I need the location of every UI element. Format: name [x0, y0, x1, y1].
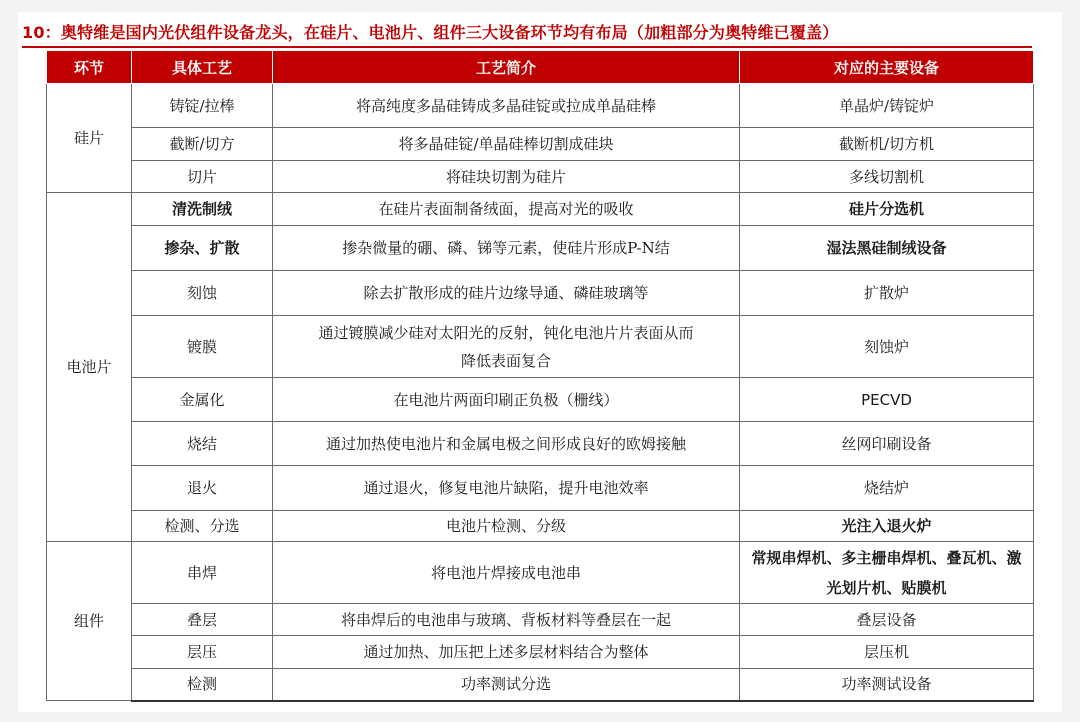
process-cell: 刻蚀 — [132, 271, 273, 316]
table-row — [47, 161, 1034, 193]
table-row — [47, 193, 1034, 226]
intro-cell: 通过镀膜减少硅对太阳光的反射，钝化电池片片表面从而降低表面复合 — [273, 316, 740, 378]
table-row — [47, 542, 1034, 604]
table-row — [47, 271, 1034, 316]
process-cell: 退火 — [132, 466, 273, 511]
table-row — [47, 422, 1034, 466]
equipment-cell: 多线切割机 — [740, 161, 1034, 193]
process-cell: 掺杂、扩散 — [132, 226, 273, 271]
equipment-cell: 光注入退火炉 — [740, 511, 1034, 542]
equipment-cell: 丝网印刷设备 — [740, 422, 1034, 466]
process-cell: 镀膜 — [132, 316, 273, 378]
intro-cell: 除去扩散形成的硅片边缘导通、磷硅玻璃等 — [273, 271, 740, 316]
process-equipment-table — [46, 50, 1034, 702]
intro-cell: 将高纯度多晶硅铸成多晶硅锭或拉成单晶硅棒 — [273, 84, 740, 128]
table-row — [47, 636, 1034, 669]
table-row — [47, 604, 1034, 636]
equipment-cell: 刻蚀炉 — [740, 316, 1034, 378]
table-row — [47, 669, 1034, 701]
process-cell: 烧结 — [132, 422, 273, 466]
title-rule — [22, 46, 1032, 48]
process-cell: 叠层 — [132, 604, 273, 636]
process-cell: 金属化 — [132, 378, 273, 422]
equipment-cell: 截断机/切方机 — [740, 128, 1034, 161]
table-row — [47, 84, 1034, 128]
intro-cell: 将电池片焊接成电池串 — [273, 542, 740, 604]
stage-wafer: 硅片 — [47, 84, 132, 193]
intro-cell: 将串焊后的电池串与玻璃、背板材料等叠层在一起 — [273, 604, 740, 636]
intro-cell: 通过加热使电池片和金属电极之间形成良好的欧姆接触 — [273, 422, 740, 466]
table-row — [47, 128, 1034, 161]
table-row — [47, 226, 1034, 271]
figure-title: 10：奥特维是国内光伏组件设备龙头，在硅片、电池片、组件三大设备环节均有布局（加粗部分为奥特维已覆盖） — [22, 23, 839, 42]
table-row — [47, 378, 1034, 422]
intro-cell: 电池片检测、分级 — [273, 511, 740, 542]
process-cell: 截断/切方 — [132, 128, 273, 161]
equipment-cell: 湿法黑硅制绒设备 — [740, 226, 1034, 271]
process-cell: 检测、分选 — [132, 511, 273, 542]
process-cell: 铸锭/拉棒 — [132, 84, 273, 128]
intro-cell: 通过退火，修复电池片缺陷，提升电池效率 — [273, 466, 740, 511]
equipment-cell: 单晶炉/铸锭炉 — [740, 84, 1034, 128]
table-row — [47, 316, 1034, 378]
equipment-cell: 烧结炉 — [740, 466, 1034, 511]
intro-cell: 在硅片表面制备绒面，提高对光的吸收 — [273, 193, 740, 226]
table-row — [47, 511, 1034, 542]
process-cell: 清洗制绒 — [132, 193, 273, 226]
header-process: 具体工艺 — [132, 51, 273, 84]
table-row — [47, 466, 1034, 511]
equipment-cell: 硅片分选机 — [740, 193, 1034, 226]
intro-cell: 将多晶硅锭/单晶硅棒切割成硅块 — [273, 128, 740, 161]
stage-module: 组件 — [47, 542, 132, 701]
equipment-cell: PECVD — [740, 378, 1034, 422]
intro-cell: 通过加热、加压把上述多层材料结合为整体 — [273, 636, 740, 669]
process-cell: 串焊 — [132, 542, 273, 604]
process-cell: 切片 — [132, 161, 273, 193]
equipment-cell: 功率测试设备 — [740, 669, 1034, 701]
equipment-cell: 扩散炉 — [740, 271, 1034, 316]
intro-cell: 在电池片两面印刷正负极（栅线） — [273, 378, 740, 422]
intro-cell: 功率测试分选 — [273, 669, 740, 701]
header-equipment: 对应的主要设备 — [740, 51, 1034, 84]
header-stage: 环节 — [47, 51, 132, 84]
process-cell: 层压 — [132, 636, 273, 669]
equipment-cell: 常规串焊机、多主栅串焊机、叠瓦机、激光划片机、贴膜机 — [740, 542, 1034, 604]
header-intro: 工艺简介 — [273, 51, 740, 84]
equipment-cell: 层压机 — [740, 636, 1034, 669]
process-cell: 检测 — [132, 669, 273, 701]
equipment-cell: 叠层设备 — [740, 604, 1034, 636]
intro-cell: 掺杂微量的硼、磷、锑等元素，使硅片形成P-N结 — [273, 226, 740, 271]
intro-cell: 将硅块切割为硅片 — [273, 161, 740, 193]
stage-cell: 电池片 — [47, 193, 132, 542]
table-header-row — [47, 51, 1034, 84]
